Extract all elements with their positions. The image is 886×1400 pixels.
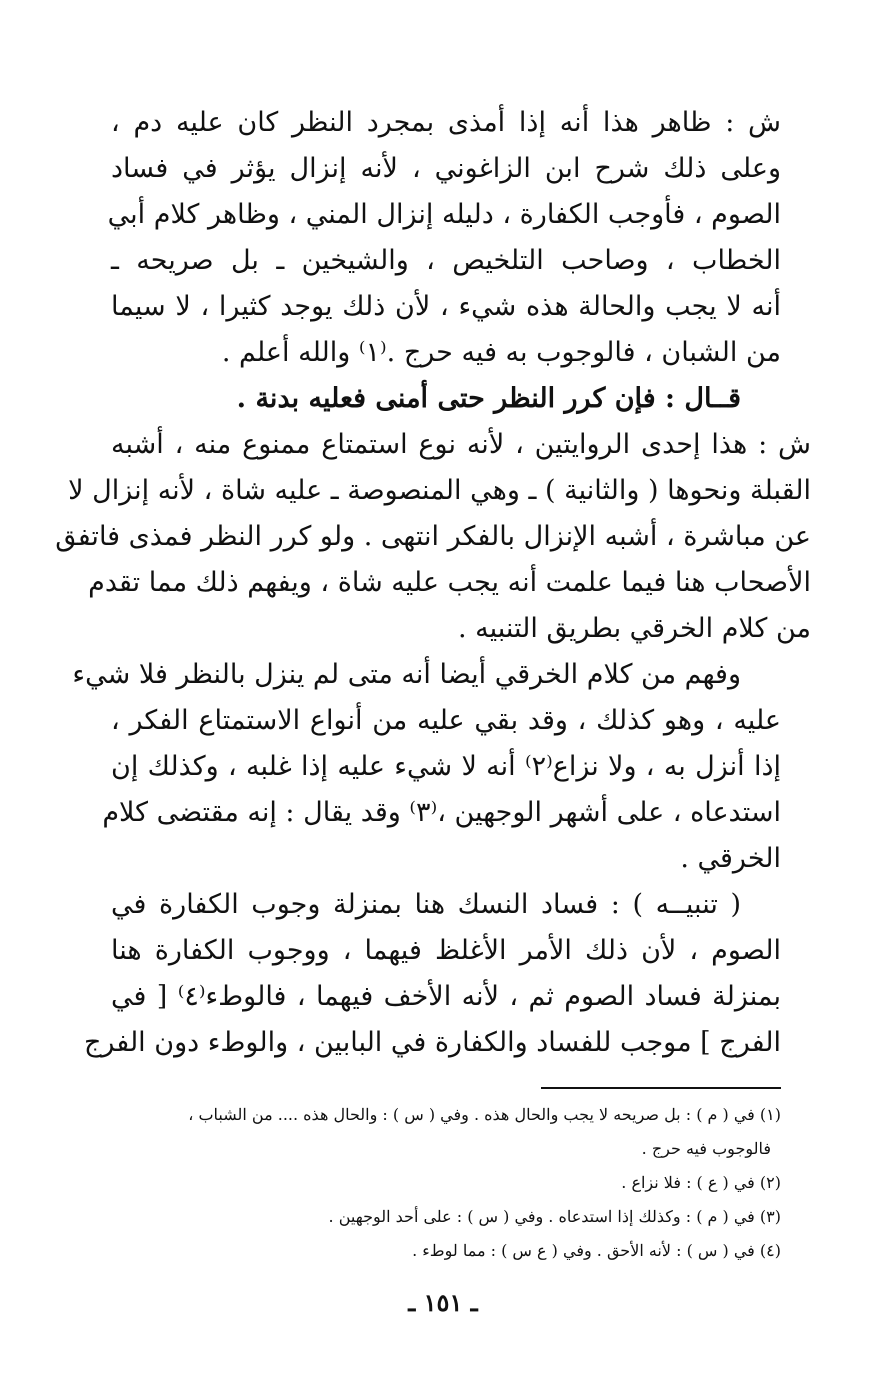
footnote-3: (٣) في ( م ) : وكذلك إذا استدعاه . وفي ( س ) : على أحد الوجهين . bbox=[328, 1207, 781, 1226]
text-line: وعلى ذلك شرح ابن الزاغوني ، لأنه إنزال يؤثر في فساد bbox=[111, 153, 781, 184]
note-heading-tanbih: ( تنبيــه ) : فساد النسك هنا بمنزلة وجوب الكفارة في bbox=[111, 889, 741, 920]
footnote-4: (٤) في ( س ) : لأنه الأحق . وفي ( ع س ) : مما لوطء . bbox=[412, 1241, 781, 1260]
text-line: الخطاب ، وصاحب التلخيص ، والشيخين ـ بل صريحه ـ bbox=[111, 245, 781, 276]
text-line: أنه لا يجب والحالة هذه شيء ، لأن ذلك يوجد كثيرا ، لا سيما bbox=[111, 291, 781, 322]
page-number: ـ ١٥١ ـ bbox=[408, 1288, 478, 1317]
text-line: عليه ، وهو كذلك ، وقد بقي عليه من أنواع الاستمتاع الفكر ، bbox=[111, 705, 781, 736]
footnote-2: (٢) في ( ع ) : فلا نزاع . bbox=[621, 1173, 781, 1192]
text-line: استدعاه ، على أشهر الوجهين ،⁽٣⁾ وقد يقال : إنه مقتضى كلام bbox=[102, 797, 781, 828]
text-line: الأصحاب هنا فيما علمت أنه يجب عليه شاة ، ويفهم ذلك مما تقدم bbox=[88, 567, 811, 598]
text-line: من كلام الخرقي بطريق التنبيه . bbox=[457, 613, 811, 644]
text-line: وفهم من كلام الخرقي أيضا أنه متى لم ينزل بالنظر فلا شيء bbox=[72, 659, 741, 690]
text-line: عن مباشرة ، أشبه الإنزال بالفكر انتهى . ولو كرر النظر فمذى فاتفق bbox=[55, 521, 811, 552]
text-line: القبلة ونحوها ( والثانية ) ـ وهي المنصوصة ـ عليه شاة ، لأنه إنزال لا bbox=[68, 475, 811, 506]
footnotes bbox=[101, 1098, 781, 1268]
footnote-divider bbox=[541, 1087, 781, 1089]
text-line: الخرقي . bbox=[680, 843, 781, 874]
section-heading-qal: قــال : فإن كرر النظر حتى أمنى فعليه بدنة . bbox=[236, 383, 741, 414]
text-line: بمنزلة فساد الصوم ثم ، لأنه الأخف فيهما ، فالوطء⁽٤⁾ [ في bbox=[111, 981, 781, 1012]
text-line: الصوم ، فأوجب الكفارة ، دليله إنزال المني ، وظاهر كلام أبي bbox=[107, 199, 781, 230]
text-line: الفرج ] موجب للفساد والكفارة في البابين ، والوطء دون الفرج bbox=[83, 1027, 781, 1058]
text-line: ش : هذا إحدى الروايتين ، لأنه نوع استمتاع ممنوع منه ، أشبه bbox=[111, 429, 811, 460]
main-text bbox=[55, 100, 811, 1066]
footnote-1-continuation: فالوجوب فيه حرج . bbox=[641, 1139, 771, 1158]
footnote-1: (١) في ( م ) : بل صريحه لا يجب والحال هذه . وفي ( س ) : والحال هذه .... من الشباب ، bbox=[188, 1105, 781, 1124]
text-line: من الشبان ، فالوجوب به فيه حرج .⁽١⁾ والله أعلم . bbox=[221, 337, 781, 368]
text-line: إذا أنزل به ، ولا نزاع⁽٢⁾ أنه لا شيء عليه إذا غلبه ، وكذلك إن bbox=[111, 751, 781, 782]
text-line: ش : ظاهر هذا أنه إذا أمذى بمجرد النظر كان عليه دم ، bbox=[111, 107, 781, 138]
text-line: الصوم ، لأن ذلك الأمر الأغلظ فيهما ، ووجوب الكفارة هنا bbox=[111, 935, 781, 966]
